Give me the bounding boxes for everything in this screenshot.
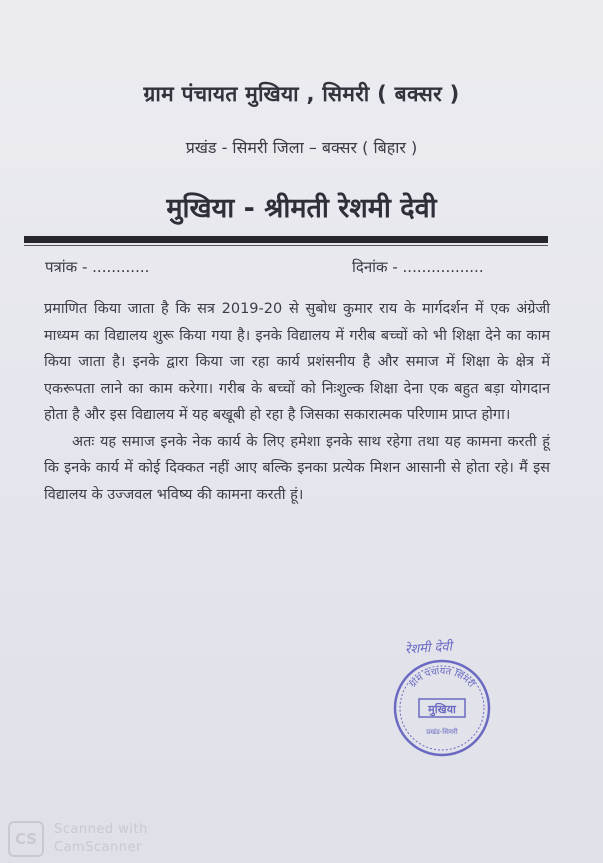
body-paragraph-1: प्रमाणित किया जाता है कि सत्र 2019-20 से सुबोध कुमार राय के मार्गदर्शन में एक अंग्रेजी माध्यम का विद्यालय शुरू किया गया है। इनके विद्यालय में गरीब बच्चों को भी शिक्षा देने का काम किया जाता है। इनके द्वारा किया जा रहा कार्य प्रशंसनीय है और समाज में शिक्षा के क्षेत्र में एकरूपता लाने का काम करेगा। गरीब के बच्चों को निःशुल्क शिक्षा देना एक बहुत बड़ा योगदान होता है और इस विद्यालय में यह बखूबी हो रहा है जिसका सकारात्मक परिणाम प्राप्त होगा। [44, 301, 550, 423]
official-seal-icon [392, 658, 492, 758]
seal-ring-text: ग्राम पंचायत सिमरी [407, 665, 477, 690]
letterhead-subtitle: प्रखंड - सिमरी जिला – बक्सर ( बिहार ) [185, 138, 418, 157]
seal-bottom-text: प्रखंड-सिमरी [426, 728, 458, 736]
dinank-field: दिनांक - ................. [352, 258, 484, 276]
letterhead-title: ग्राम पंचायत मुखिया , सिमरी ( बक्सर ) [143, 82, 460, 106]
header-divider [24, 236, 548, 243]
watermark-line-1: Scanned with [54, 822, 148, 837]
handwritten-signature: रेशमी देवी [404, 639, 453, 658]
camscanner-logo-icon: CS [8, 821, 44, 857]
patrank-field: पत्रांक - ............ [45, 258, 150, 276]
letter-body [44, 296, 550, 508]
body-paragraph-2: अतः यह समाज इनके नेक कार्य के लिए हमेशा इनके साथ रहेगा तथा यह कामना करती हूं कि इनके कार्य में कोई दिक्कत नहीं आए बल्कि इनका प्रत्येक मिशन आसानी से होता रहे। मैं इस विद्यालय के उज्जवल भविष्य की कामना करती हूं। [44, 433, 550, 503]
camscanner-watermark [54, 821, 148, 857]
mukhiya-name: मुखिया - श्रीमती रेशमी देवी [166, 193, 437, 224]
watermark-line-2: CamScanner [54, 840, 142, 855]
header-divider-thin [24, 245, 548, 246]
seal-center-text: मुखिया [428, 703, 456, 716]
